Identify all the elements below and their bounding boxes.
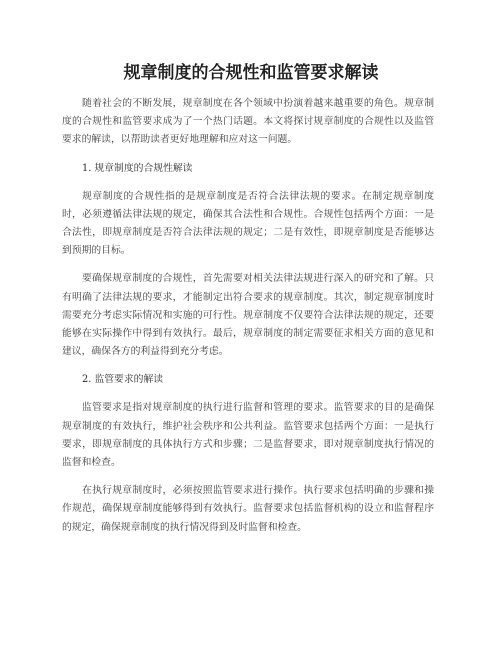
section-1-heading: 1. 规章制度的合规性解读	[82, 162, 193, 174]
section-2-paragraph-2: 在执行规章制度时，必须按照监管要求进行操作。执行要求包括明确的步骤和操作规范，确保规章制度能够得到有效执行。监督要求包括监督机构的设立和监督程序的规定，确保规章制度的执行情况得到及时监督和检查。	[62, 485, 434, 533]
section-1-paragraph-1: 规章制度的合规性指的是规章制度是否符合法律法规的要求。在制定规章制度时，必须遵循法律法规的规定，确保其合法性和合规性。合规性包括两个方面：一是合法性，即规章制度是否符合法律法规的规定；二是有效性，即规章制度是否能够达到预期的目标。	[62, 190, 434, 257]
section-2-heading: 2. 监管要求的解读	[82, 374, 164, 386]
intro-paragraph: 随着社会的不断发展，规章制度在各个领域中扮演着越来越重要的角色。规章制度的合规性和监管要求成为了一个热门话题。本文将探讨规章制度的合规性以及监管要求的解读，以帮助读者更好地理解和应对这一问题。	[62, 98, 434, 146]
page-title: 规章制度的合规性和监管要求解读	[123, 63, 379, 83]
section-1-paragraph-2: 要确保规章制度的合规性，首先需要对相关法律法规进行深入的研究和了解。只有明确了法律法规的要求，才能制定出符合要求的规章制度。其次，制定规章制度时需要充分考虑实际情况和实施的可行性。规章制度不仅要符合法律法规的规定，还要能够在实际操作中得到有效执行。最后，规章制度的制定需要征求相关方面的意见和建议，确保各方的利益得到充分考虑。	[62, 273, 434, 358]
section-2-paragraph-1: 监管要求是指对规章制度的执行进行监督和管理的要求。监管要求的目的是确保规章制度的有效执行，维护社会秩序和公共利益。监管要求包括两个方面：一是执行要求，即规章制度的具体执行方式和步骤；二是监督要求，即对规章制度执行情况的监督和检查。	[62, 402, 434, 469]
document-body	[62, 95, 434, 547]
